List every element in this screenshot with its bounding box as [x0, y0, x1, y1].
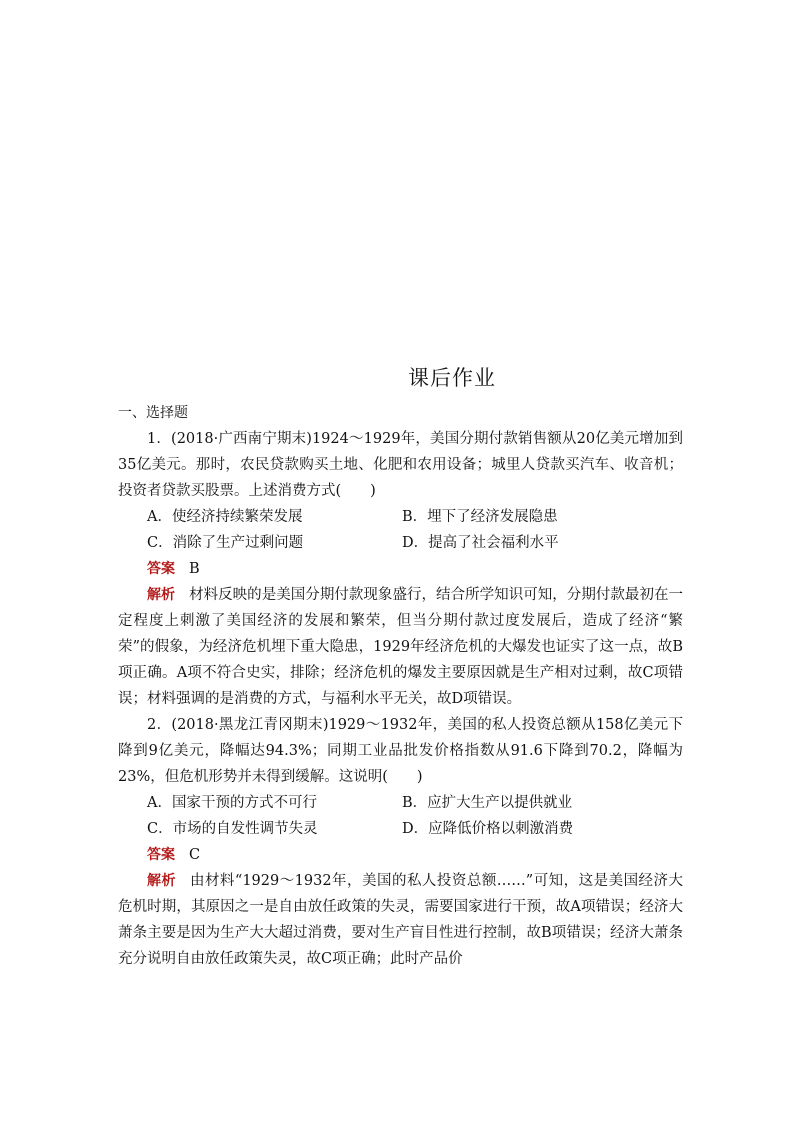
question-2-option-c: C．市场的自发性调节失灵 — [147, 821, 318, 837]
analysis-text: 材料反映的是美国分期付款现象盛行，结合所学知识可知，分期付款最初在一定程度上刺激了美国经济的发展和繁荣，但当分期付款过度发展后，造成了经济“繁荣”的假象，为经济危机埋下重大隐患，1929年经济危机的大爆发也证实了这一点，故B项正确。A项不符合史实，排除；经济危机的爆发主要原因就是生产相对过剩，故C项错误；材料强调的是消费的方式，与福利水平无关，故D项错误。 — [118, 587, 684, 707]
question-1-stem: 1．(2018·广西南宁期末)1924～1929年，美国分期付款销售额从20亿美元增加到35亿美元。那时，农民贷款购买土地、化肥和农用设备；城里人贷款买汽车、收音机；投资者贷款买股票。上述消费方式( ) — [118, 431, 683, 499]
answer-value: C — [189, 847, 201, 863]
analysis-text: 由材料“1929～1932年，美国的私人投资总额……”可知，这是美国经济大危机时期，其原因之一是自由放任政策的失灵，需要国家进行干预，故A项错误；经济大萧条主要是因为生产大大超过消费，要对生产盲目性进行控制，故B项错误；经济大萧条充分说明自由放任政策失灵，故C项正确；此时产品价 — [118, 873, 683, 967]
question-1-analysis — [118, 582, 683, 712]
analysis-label: 解析 — [147, 587, 176, 603]
page-title: 课后作业 — [408, 366, 496, 390]
document-body — [118, 400, 683, 972]
analysis-label: 解析 — [147, 873, 176, 889]
question-2-analysis — [118, 868, 683, 972]
question-1-option-d: D．提高了社会福利水平 — [402, 535, 559, 551]
question-1-option-a: A．使经济持续繁荣发展 — [147, 509, 303, 525]
answer-value: B — [189, 561, 200, 577]
question-2-option-a: A．国家干预的方式不可行 — [147, 795, 317, 811]
question-1-options-row-1 — [118, 504, 683, 530]
question-2-options-row-2 — [118, 816, 683, 842]
section-heading: 一、选择题 — [118, 405, 188, 421]
question-2-options-row-1 — [118, 790, 683, 816]
question-2-answer — [118, 842, 683, 868]
question-1-option-c: C．消除了生产过剩问题 — [147, 535, 304, 551]
question-1-option-b: B．埋下了经济发展隐患 — [402, 509, 558, 525]
answer-label: 答案 — [147, 847, 175, 863]
question-2-option-d: D．应降低价格以刺激消费 — [402, 821, 574, 837]
answer-label: 答案 — [147, 561, 175, 577]
question-1-options-row-2 — [118, 530, 683, 556]
question-2-option-b: B．应扩大生产以提供就业 — [402, 795, 573, 811]
question-1-answer — [118, 556, 683, 582]
question-2-stem: 2．(2018·黑龙江青冈期末)1929～1932年，美国的私人投资总额从158亿美元下降到9亿美元，降幅达94.3%；同期工业品批发价格指数从91.6下降到70.2，降幅为23%，但危机形势并未得到缓解。这说明( ) — [118, 717, 683, 785]
